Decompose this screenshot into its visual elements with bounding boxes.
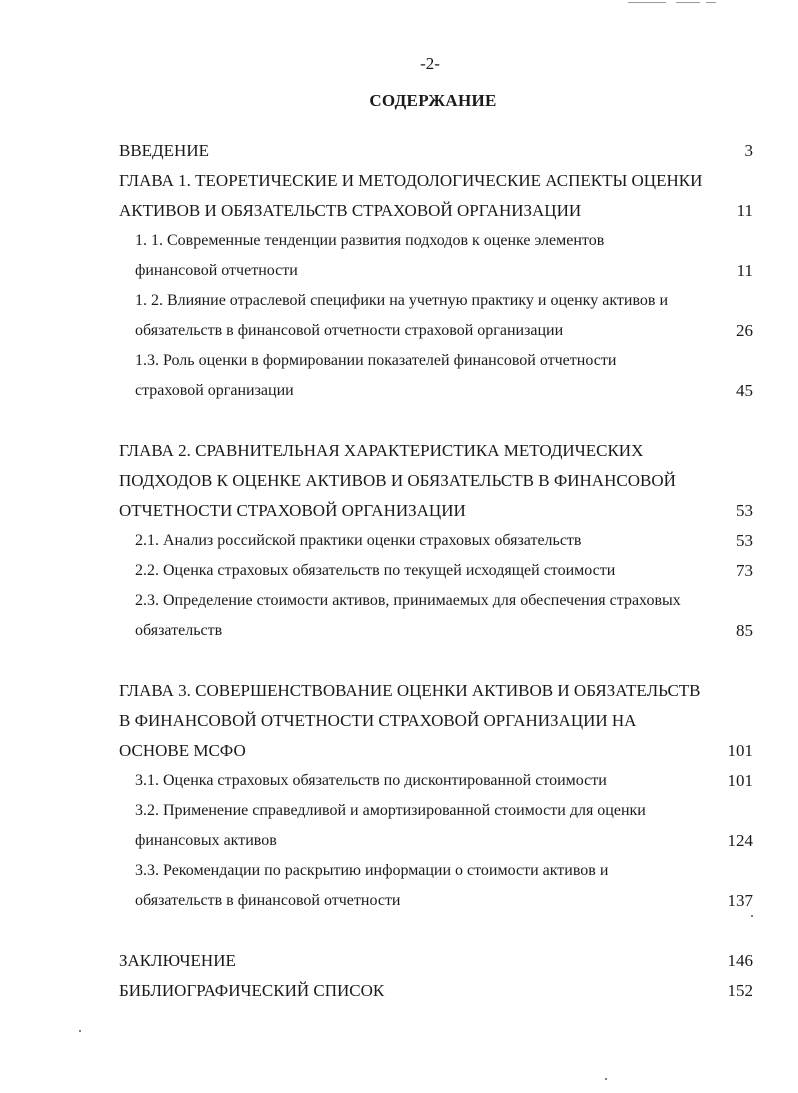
toc-entry-page: 124 xyxy=(727,831,753,850)
toc-entry xyxy=(0,256,798,286)
scan-artifact xyxy=(628,2,666,3)
toc-entry-text: финансовых активов xyxy=(135,832,277,849)
toc-entry-text: 3.1. Оценка страховых обязательств по дисконтированной стоимости xyxy=(135,772,607,789)
toc-entry xyxy=(0,286,798,316)
toc-entry-page: 26 xyxy=(736,321,753,340)
toc-entry-page: 53 xyxy=(736,531,753,550)
toc-entry xyxy=(0,166,798,196)
toc-entry-page: 53 xyxy=(736,501,753,520)
toc-entry-text: 2.2. Оценка страховых обязательств по текущей исходящей стоимости xyxy=(135,562,616,579)
toc-entry-text: БИБЛИОГРАФИЧЕСКИЙ СПИСОК xyxy=(119,981,385,1000)
toc-entry xyxy=(0,196,798,226)
toc-entry xyxy=(0,436,798,466)
toc-entry xyxy=(0,466,798,496)
toc-entry-page: 101 xyxy=(727,771,753,790)
toc-entry-page: 152 xyxy=(727,981,753,1000)
toc-entry-text: 3.3. Рекомендации по раскрытию информации о стоимости активов и xyxy=(135,862,609,879)
toc-entry xyxy=(0,496,798,526)
toc-entry xyxy=(0,346,798,376)
toc-entry-page: 73 xyxy=(736,561,753,580)
toc-entry xyxy=(0,946,798,976)
toc-entry xyxy=(0,556,798,586)
toc-entry-text: ОТЧЕТНОСТИ СТРАХОВОЙ ОРГАНИЗАЦИИ xyxy=(119,501,466,520)
toc-entry-text: ОСНОВЕ МСФО xyxy=(119,741,246,760)
toc-entry-text: обязательств в финансовой отчетности страховой организации xyxy=(135,322,564,339)
toc-entry xyxy=(0,856,798,886)
toc-entry xyxy=(0,826,798,856)
toc-entry-text: страховой организации xyxy=(135,382,294,399)
toc-entry-text: финансовой отчетности xyxy=(135,262,298,279)
toc-entry-page: 137 xyxy=(727,891,753,910)
toc-entry xyxy=(0,376,798,406)
toc-entry-text: ГЛАВА 3. СОВЕРШЕНСТВОВАНИЕ ОЦЕНКИ АКТИВОВ И ОБЯЗАТЕЛЬСТВ xyxy=(119,681,701,700)
toc-entry xyxy=(0,316,798,346)
toc-entry-page: 3 xyxy=(744,141,753,160)
scan-artifact xyxy=(706,2,716,3)
toc-entry xyxy=(0,586,798,616)
toc-entry-text: ГЛАВА 2. СРАВНИТЕЛЬНАЯ ХАРАКТЕРИСТИКА МЕТОДИЧЕСКИХ xyxy=(119,441,644,460)
toc-entry-text: 1.3. Роль оценки в формировании показателей финансовой отчетности xyxy=(135,352,617,369)
scan-speck xyxy=(751,915,753,917)
toc-entry xyxy=(0,526,798,556)
toc-entry-text: АКТИВОВ И ОБЯЗАТЕЛЬСТВ СТРАХОВОЙ ОРГАНИЗАЦИИ xyxy=(119,201,582,220)
toc-entry-text: ПОДХОДОВ К ОЦЕНКЕ АКТИВОВ И ОБЯЗАТЕЛЬСТВ В ФИНАНСОВОЙ xyxy=(119,471,676,490)
scan-speck xyxy=(79,1030,81,1032)
toc-entry-text: 1. 2. Влияние отраслевой специфики на учетную практику и оценку активов и xyxy=(135,292,668,309)
toc-entry xyxy=(0,796,798,826)
toc-entry xyxy=(0,676,798,706)
toc-entry-page: 146 xyxy=(727,951,753,970)
toc-entry-page: 11 xyxy=(736,201,753,220)
toc-entry xyxy=(0,706,798,736)
toc-entry-text: 1. 1. Современные тенденции развития подходов к оценке элементов xyxy=(135,232,605,249)
page-number: -2- xyxy=(420,54,440,73)
toc-entry-text: обязательств в финансовой отчетности xyxy=(135,892,401,909)
toc-entry-page: 101 xyxy=(727,741,753,760)
toc-entry-text: ГЛАВА 1. ТЕОРЕТИЧЕСКИЕ И МЕТОДОЛОГИЧЕСКИЕ АСПЕКТЫ ОЦЕНКИ xyxy=(119,171,703,190)
toc-entry-text: ВВЕДЕНИЕ xyxy=(119,141,209,160)
toc-entry-text: 2.3. Определение стоимости активов, принимаемых для обеспечения страховых xyxy=(135,592,681,609)
toc-entry-page: 45 xyxy=(736,381,753,400)
toc-title: СОДЕРЖАНИЕ xyxy=(369,91,497,110)
toc-entry xyxy=(0,766,798,796)
toc-entry xyxy=(0,616,798,646)
toc-entry xyxy=(0,886,798,916)
toc-entry-page: 85 xyxy=(736,621,753,640)
scan-artifact xyxy=(676,2,700,3)
toc-entry-page: 11 xyxy=(736,261,753,280)
toc-entry-text: В ФИНАНСОВОЙ ОТЧЕТНОСТИ СТРАХОВОЙ ОРГАНИЗАЦИИ НА xyxy=(119,711,637,730)
toc-entry xyxy=(0,736,798,766)
toc-entry xyxy=(0,136,798,166)
toc-entry-text: ЗАКЛЮЧЕНИЕ xyxy=(119,951,236,970)
toc-entry-text: 2.1. Анализ российской практики оценки страховых обязательств xyxy=(135,532,582,549)
toc-entry-text: обязательств xyxy=(135,622,223,639)
toc-entry xyxy=(0,976,798,1006)
toc-entry-text: 3.2. Применение справедливой и амортизированной стоимости для оценки xyxy=(135,802,646,819)
toc-entry xyxy=(0,226,798,256)
scan-speck xyxy=(605,1078,607,1080)
